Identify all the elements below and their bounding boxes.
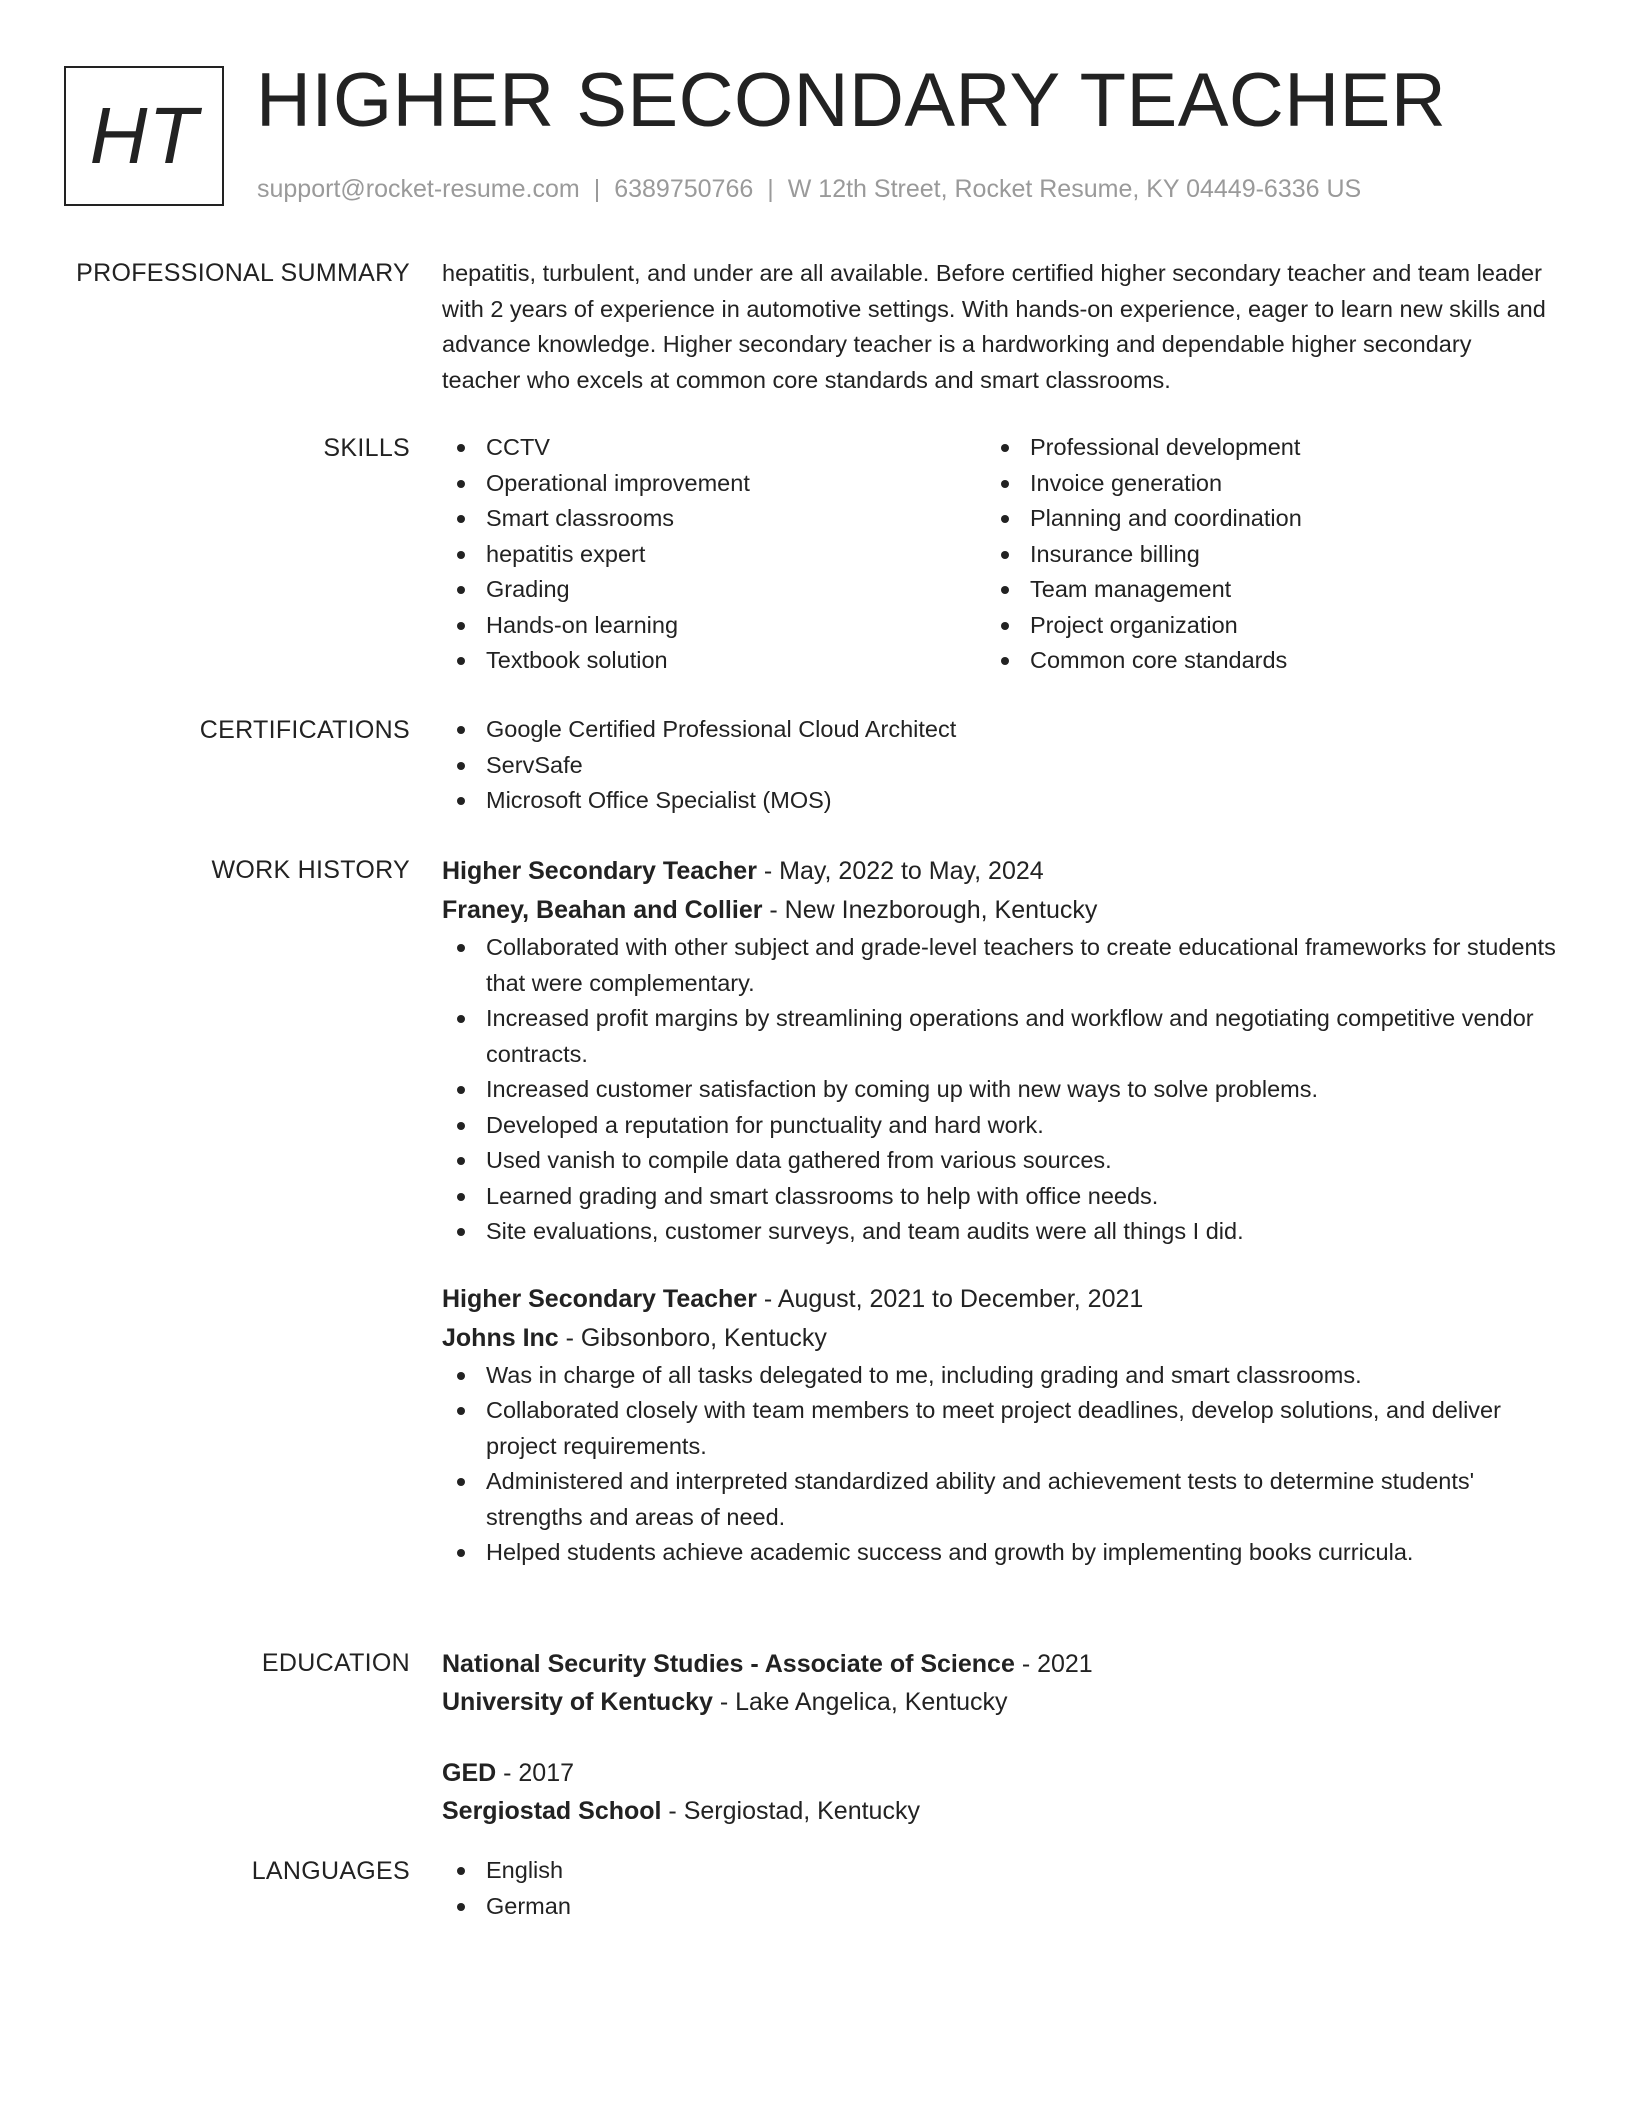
job-company-line <box>442 891 1562 930</box>
job-duty-item: Developed a reputation for punctuality and hard work. <box>442 1108 1562 1144</box>
education-body <box>442 1645 1562 1830</box>
education-degree: GED <box>442 1759 497 1787</box>
certification-item: Google Certified Professional Cloud Architect <box>442 712 1562 748</box>
job-title-line <box>442 852 1562 891</box>
education-location: - Lake Angelica, Kentucky <box>712 1688 1008 1716</box>
job-duties-list <box>442 1358 1562 1571</box>
certification-item: Microsoft Office Specialist (MOS) <box>442 783 1562 819</box>
job-title: Higher Secondary Teacher <box>442 1284 757 1313</box>
skill-item: Grading <box>442 572 986 608</box>
skills-columns <box>442 430 1562 679</box>
job-entry <box>442 1280 1562 1571</box>
contact-email[interactable]: support@rocket-resume.com <box>257 175 580 203</box>
job-location: - New Inezborough, Kentucky <box>762 896 1098 924</box>
education-degree-line <box>442 1754 1562 1792</box>
contact-phone[interactable]: 6389750766 <box>614 175 754 203</box>
skills-list-left <box>442 430 986 679</box>
job-duty-item: Site evaluations, customer surveys, and team audits were all things I did. <box>442 1214 1562 1250</box>
job-duty-item: Learned grading and smart classrooms to help with office needs. <box>442 1179 1562 1215</box>
education-location: - Sergiostad, Kentucky <box>661 1797 920 1825</box>
certifications-body <box>442 712 1562 819</box>
monogram-initials: HT <box>89 91 199 180</box>
contact-address: W 12th Street, Rocket Resume, KY 04449-6336 US <box>787 175 1362 203</box>
job-duty-item: Used vanish to compile data gathered from various sources. <box>442 1143 1562 1179</box>
job-duty-item: Increased profit margins by streamlining operations and workflow and negotiating competitive vendor contracts. <box>442 1001 1562 1072</box>
skill-item: Professional development <box>986 430 1530 466</box>
skill-item: Operational improvement <box>442 466 986 502</box>
job-duty-item: Collaborated closely with team members to meet project deadlines, develop solutions, and deliver project requirements. <box>442 1393 1562 1464</box>
job-dates: - August, 2021 to December, 2021 <box>756 1284 1144 1313</box>
job-location: - Gibsonboro, Kentucky <box>558 1323 827 1352</box>
summary-text: hepatitis, turbulent, and under are all available. Before certified higher secondary teacher and team leader with 2 years of experience in automotive settings. With hands-on experience, eager to learn new skills and advance knowledge. Higher secondary teacher is a hardworking and dependable higher secondary teacher who excels at common core standards and smart classrooms. <box>442 260 1546 393</box>
education-entry <box>442 1645 1562 1721</box>
contact-separator: | <box>767 175 774 203</box>
skill-item: Textbook solution <box>442 643 986 679</box>
monogram-badge <box>64 66 224 206</box>
education-degree: National Security Studies - Associate of Science <box>442 1650 1015 1678</box>
job-title-line <box>442 1280 1562 1319</box>
work-history-body <box>442 852 1562 1571</box>
skill-item: Invoice generation <box>986 466 1530 502</box>
certifications-list <box>442 712 1562 819</box>
summary-body <box>442 256 1552 398</box>
section-heading-education: EDUCATION <box>261 1649 410 1677</box>
certification-item: ServSafe <box>442 748 1562 784</box>
language-item: English <box>442 1853 1562 1889</box>
language-item: German <box>442 1889 1562 1925</box>
section-heading-languages: LANGUAGES <box>251 1857 410 1885</box>
education-degree-line <box>442 1645 1562 1683</box>
skill-item: CCTV <box>442 430 986 466</box>
skill-item: Insurance billing <box>986 537 1530 573</box>
skill-item: Smart classrooms <box>442 501 986 537</box>
job-duty-item: Helped students achieve academic success and growth by implementing books curricula. <box>442 1535 1562 1571</box>
skill-item: Hands-on learning <box>442 608 986 644</box>
skill-item: Common core standards <box>986 643 1530 679</box>
section-heading-summary: PROFESSIONAL SUMMARY <box>76 259 410 287</box>
education-school: University of Kentucky <box>442 1688 713 1716</box>
skills-list-right <box>986 430 1530 679</box>
job-duty-item: Collaborated with other subject and grade-level teachers to create educational frameworks for students that were complementary. <box>442 930 1562 1001</box>
section-heading-certifications: CERTIFICATIONS <box>199 716 410 744</box>
resume-title: HIGHER SECONDARY TEACHER <box>256 58 1447 143</box>
job-title: Higher Secondary Teacher <box>442 857 757 885</box>
job-dates: - May, 2022 to May, 2024 <box>756 857 1044 885</box>
education-year: - 2021 <box>1014 1650 1093 1678</box>
job-duty-item: Increased customer satisfaction by coming up with new ways to solve problems. <box>442 1072 1562 1108</box>
contact-line <box>257 172 1361 206</box>
skill-item: Planning and coordination <box>986 501 1530 537</box>
education-school-line <box>442 1792 1562 1830</box>
skill-item: Project organization <box>986 608 1530 644</box>
job-entry <box>442 852 1562 1250</box>
languages-list <box>442 1853 1562 1924</box>
education-school: Sergiostad School <box>442 1797 662 1825</box>
education-entry <box>442 1754 1562 1830</box>
skill-item: Team management <box>986 572 1530 608</box>
job-company-line <box>442 1319 1562 1358</box>
section-heading-skills: SKILLS <box>323 434 410 462</box>
section-heading-work-history: WORK HISTORY <box>211 856 410 884</box>
contact-separator: | <box>593 175 601 203</box>
skill-item: hepatitis expert <box>442 537 986 573</box>
languages-body <box>442 1853 1562 1924</box>
job-duty-item: Administered and interpreted standardized ability and achievement tests to determine students' strengths and areas of need. <box>442 1464 1562 1535</box>
job-duty-item: Was in charge of all tasks delegated to me, including grading and smart classrooms. <box>442 1358 1562 1394</box>
education-school-line <box>442 1683 1562 1721</box>
job-duties-list <box>442 930 1562 1250</box>
job-company: Johns Inc <box>442 1323 559 1352</box>
job-company: Franey, Beahan and Collier <box>442 896 763 924</box>
education-year: - 2017 <box>496 1759 575 1787</box>
